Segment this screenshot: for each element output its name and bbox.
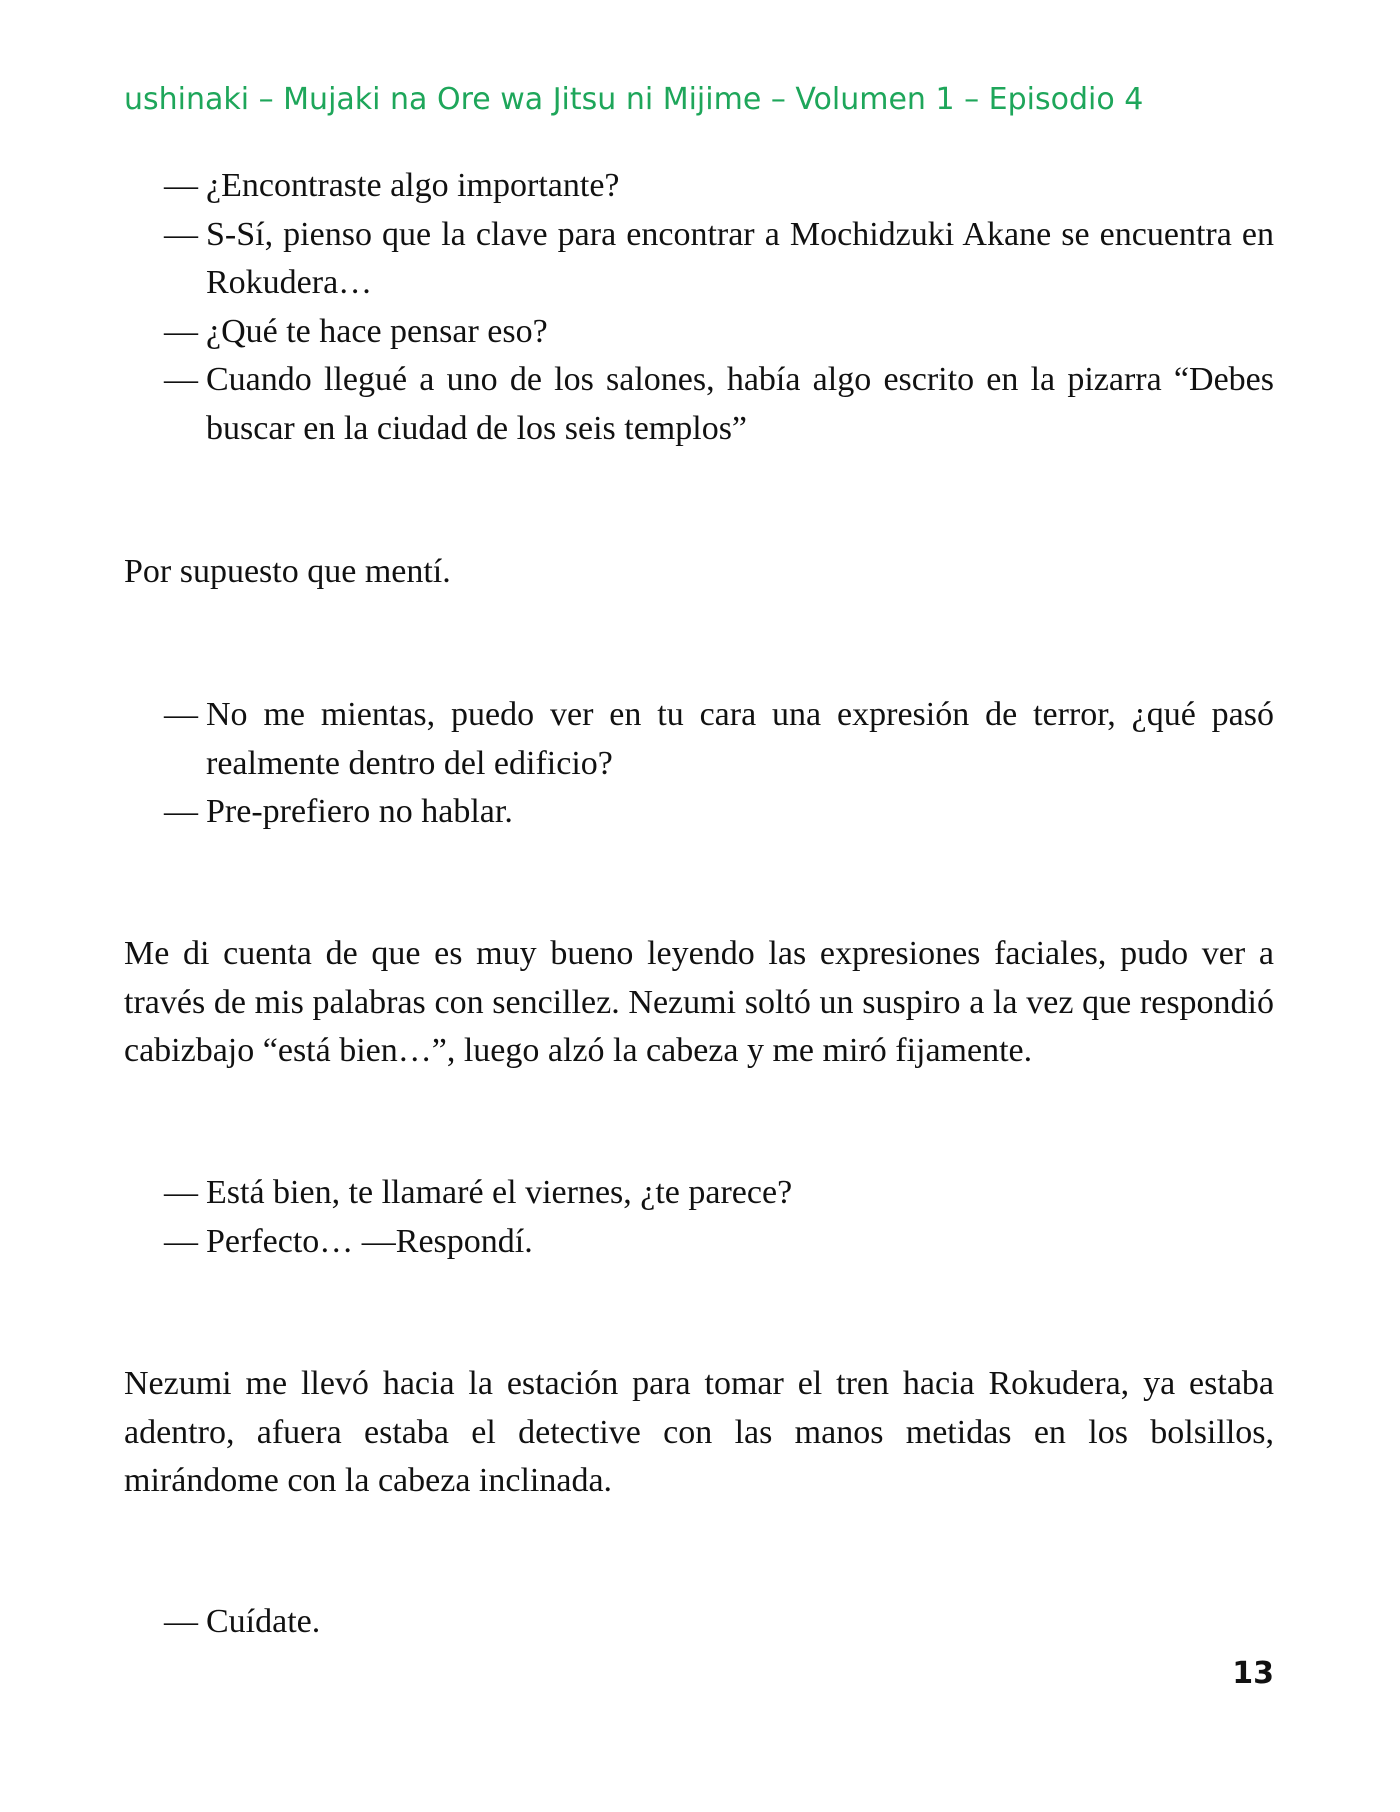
em-dash: — — [164, 793, 198, 830]
dialogue-text: Pre-prefiero no hablar. — [206, 793, 513, 830]
dialogue-line — [124, 308, 1274, 357]
dialogue-line — [124, 691, 1274, 788]
dialogue-block-4 — [124, 1598, 1274, 1647]
em-dash: — — [164, 167, 198, 204]
em-dash: — — [164, 215, 198, 253]
dialogue-line — [124, 1598, 1274, 1647]
narrative-paragraph-1: Por supuesto que mentí. — [124, 553, 451, 590]
em-dash: — — [164, 1174, 198, 1211]
dialogue-block-2 — [124, 691, 1274, 837]
dialogue-block-1 — [124, 162, 1274, 453]
em-dash: — — [164, 696, 198, 733]
page-number: 13 — [1232, 1656, 1274, 1691]
dialogue-text: Perfecto… —Respondí. — [206, 1222, 533, 1260]
page-header-title: ushinaki – Mujaki na Ore wa Jitsu ni Mijime – Volumen 1 – Episodio 4 — [124, 82, 1144, 117]
dialogue-text: No me mientas, puedo ver en tu cara una expresión de terror, ¿qué pasó realmente dentro del edificio? — [206, 696, 1274, 782]
dialogue-block-3 — [124, 1169, 1274, 1266]
dialogue-line — [124, 1218, 1274, 1267]
em-dash: — — [164, 312, 198, 350]
em-dash: — — [164, 361, 198, 398]
em-dash: — — [164, 1222, 198, 1260]
narrative-paragraph-3: Nezumi me llevó hacia la estación para tomar el tren hacia Rokudera, ya estaba adentro, afuera estaba el detective con las manos metidas en los bolsillos, mirándome con la cabeza inclinada. — [124, 1365, 1274, 1499]
dialogue-line — [124, 1169, 1274, 1218]
dialogue-line — [124, 356, 1274, 453]
dialogue-text: ¿Encontraste algo importante? — [206, 167, 620, 204]
dialogue-line — [124, 162, 1274, 211]
dialogue-line — [124, 211, 1274, 308]
narrative-paragraph-2: Me di cuenta de que es muy bueno leyendo las expresiones faciales, pudo ver a través de mis palabras con sencillez. Nezumi soltó un suspiro a la vez que respondió cabizbajo “está bien…”, luego alzó la cabeza y me miró fijamente. — [124, 935, 1274, 1069]
em-dash: — — [164, 1603, 198, 1640]
dialogue-line — [124, 788, 1274, 837]
dialogue-text: Cuando llegué a uno de los salones, había algo escrito en la pizarra “Debes buscar en la ciudad de los seis templos” — [206, 361, 1274, 447]
dialogue-text: ¿Qué te hace pensar eso? — [206, 312, 548, 350]
dialogue-text: Cuídate. — [206, 1603, 321, 1640]
dialogue-text: S-Sí, pienso que la clave para encontrar a Mochidzuki Akane se encuentra en Rokudera… — [206, 215, 1274, 301]
dialogue-text: Está bien, te llamaré el viernes, ¿te parece? — [206, 1174, 793, 1211]
